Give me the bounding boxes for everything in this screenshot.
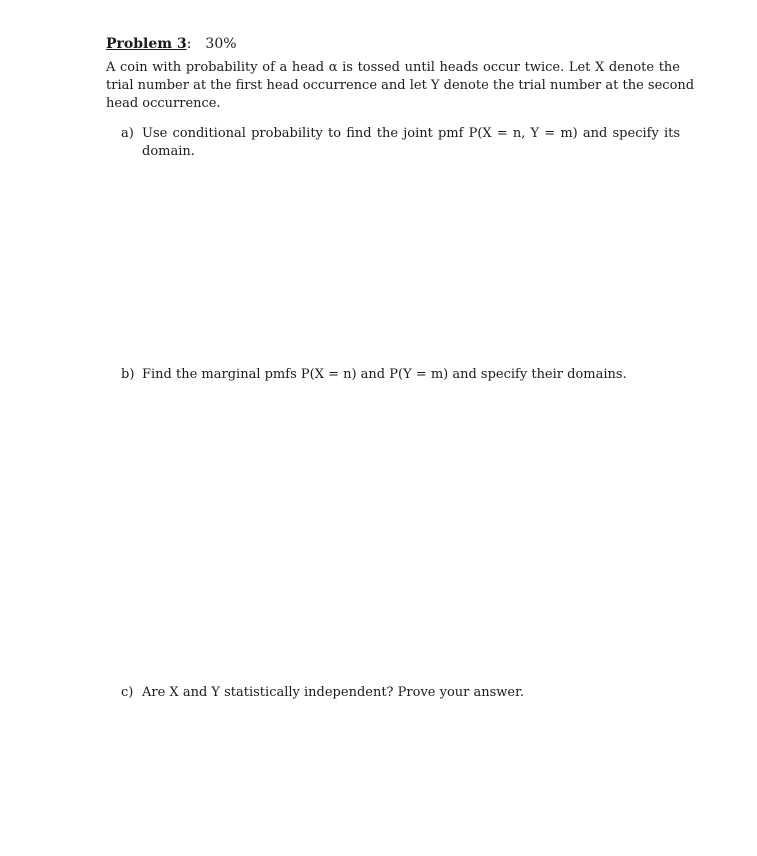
question-part-b	[121, 366, 627, 384]
part-tag: a)	[121, 126, 134, 141]
problem-colon: :	[186, 36, 192, 52]
statement-line: A coin with probability of a head α is tossed until heads occur twice. Let X denote the	[106, 60, 680, 75]
question-text: Are X and Y statistically independent? Prove your answer.	[142, 685, 525, 700]
part-tag: c)	[121, 685, 134, 700]
statement-line: trial number at the first head occurrence and let Y denote the trial number at the second	[106, 78, 695, 93]
question-line: domain.	[142, 144, 195, 159]
question-text: Find the marginal pmfs P(X = n) and P(Y = m) and specify their domains.	[142, 367, 627, 382]
question-part-a	[121, 125, 680, 161]
problem-weight: 30%	[205, 36, 237, 52]
question-part-c	[121, 684, 524, 702]
problem-label: Problem 3	[106, 36, 187, 52]
problem-statement	[106, 59, 695, 113]
problem-heading	[106, 36, 237, 52]
statement-line: head occurrence.	[106, 96, 221, 111]
question-line: Use conditional probability to find the joint pmf P(X = n, Y = m) and specify its	[142, 126, 680, 141]
part-tag: b)	[121, 367, 135, 382]
question-text	[142, 125, 680, 161]
